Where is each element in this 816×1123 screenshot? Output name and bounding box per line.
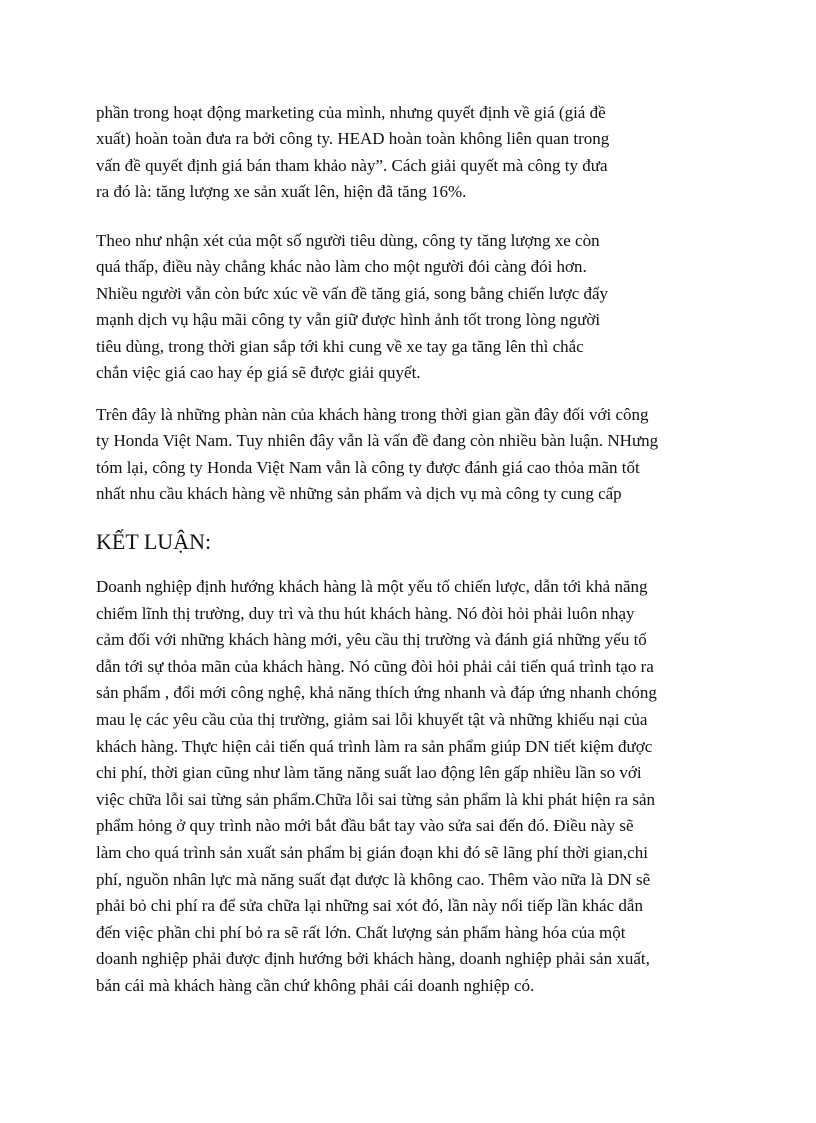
text-line: đến việc phần chi phí bỏ ra sẽ rất lớn. Chất lượng sản phẩm hàng hóa của một [96,922,626,942]
text-line: Trên đây là những phàn nàn của khách hàng trong thời gian gần đây đối với công [96,405,649,424]
text-line: tóm lại, công ty Honda Việt Nam vẫn là công ty được đánh giá cao thỏa mãn tốt [96,457,640,477]
text-line: Nhiều người vẫn còn bức xúc về vấn đề tăng giá, song bằng chiến lược đẩy [96,283,609,303]
text-line: việc chữa lỗi sai từng sản phẩm.Chữa lỗi sai từng sản phẩm là khi phát hiện ra sản [96,789,656,809]
conclusion-heading: KẾT LUẬN: [96,529,212,554]
text-line: ra đó là: tăng lượng xe sản xuất lên, hiện đã tăng 16%. [96,182,467,202]
paragraph-marketing-pricing [96,100,736,206]
paragraph-conclusion [96,574,736,1000]
text-line: ty Honda Việt Nam. Tuy nhiên đây vẫn là vấn đề đang còn nhiều bàn luận. NHưng [96,431,659,451]
paragraph-customer-complaints [96,402,736,508]
text-line: làm cho quá trình sản xuất sản phẩm bị gián đoạn khi đó sẽ lãng phí thời gian,chi [96,842,648,862]
text-line: phẩm hỏng ở quy trình nào mới bắt đầu bắt tay vào sửa sai đến đó. Điều này sẽ [96,816,634,836]
text-line: Doanh nghiệp định hướng khách hàng là một yếu tố chiến lược, dẫn tới khả năng [96,577,648,596]
text-line: vấn đề quyết định giá bán tham khảo này”. Cách giải quyết mà công ty đưa [96,155,608,175]
text-line: phí, nguồn nhân lực mà năng suất đạt được là không cao. Thêm vào nữa là DN sẽ [96,869,651,889]
text-line: phải bỏ chi phí ra để sửa chữa lại những sai xót đó, lần này nối tiếp lần khác dẫn [96,896,643,916]
text-line: tiêu dùng, trong thời gian sắp tới khi cung về xe tay ga tăng lên thì chắc [96,336,584,356]
text-line: chắn việc giá cao hay ép giá sẽ được giải quyết. [96,363,421,383]
text-line: nhất nhu cầu khách hàng về những sản phẩm và dịch vụ mà công ty cung cấp [96,484,622,504]
text-line: phần trong hoạt động marketing của mình, nhưng quyết định về giá (giá đề [96,103,606,122]
text-line: chiếm lĩnh thị trường, duy trì và thu hút khách hàng. Nó đòi hỏi phải luôn nhạy [96,603,635,623]
text-line: khách hàng. Thực hiện cải tiến quá trình làm ra sản phẩm giúp DN tiết kiệm được [96,736,653,756]
text-line: mau lẹ các yêu cầu của thị trường, giảm sai lỗi khuyết tật và những khiếu nại của [96,709,648,729]
text-line: quá thấp, điều này chẳng khác nào làm cho một người đói càng đói hơn. [96,257,587,277]
text-line: cảm đối với những khách hàng mới, yêu cầu thị trường và đánh giá những yếu tố [96,630,647,650]
text-line: sản phẩm , đổi mới công nghệ, khả năng thích ứng nhanh và đáp ứng nhanh chóng [96,683,657,703]
text-line: Theo như nhận xét của một số người tiêu dùng, công ty tăng lượng xe còn [96,231,600,250]
text-line: chi phí, thời gian cũng như làm tăng năng suất lao động lên gấp nhiều lần so với [96,763,642,783]
paragraph-consumer-opinion [96,228,736,386]
text-line: mạnh dịch vụ hậu mãi công ty vẫn giữ được hình ảnh tốt trong lòng người [96,310,601,330]
text-line: bán cái mà khách hàng cần chứ không phải cái doanh nghiệp có. [96,975,535,995]
text-line: dẫn tới sự thỏa mãn của khách hàng. Nó cũng đòi hỏi phải cải tiến quá trình tạo ra [96,656,654,676]
text-line: doanh nghiệp phải được định hướng bởi khách hàng, doanh nghiệp phải sản xuất, [96,949,650,969]
text-line: xuất) hoàn toàn đưa ra bởi công ty. HEAD hoàn toàn không liên quan trong [96,129,610,149]
